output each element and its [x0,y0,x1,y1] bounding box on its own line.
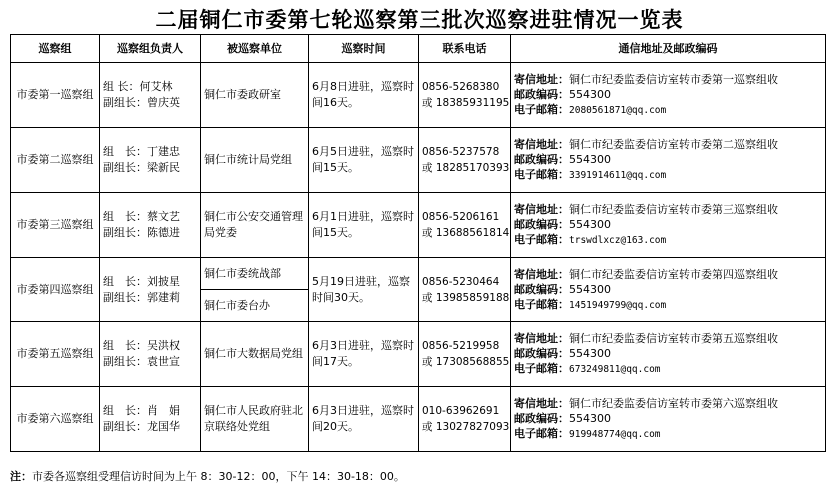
zip-value: 554300 [569,412,611,425]
leader-name: 组 长：何艾林 [103,80,173,93]
unit-cell: 铜仁市委统战部 [201,258,309,290]
email-label: 电子邮箱： [514,103,569,116]
table-row [11,258,826,290]
email-label: 电子邮箱： [514,297,569,311]
table-row [11,322,826,387]
address-cell [511,128,826,193]
time-cell: 5月19日进驻，巡察时间30天。 [309,258,419,322]
email-value: 919948774@qq.com [569,429,661,440]
header-time: 巡察时间 [309,35,419,63]
phone-cell [419,128,511,193]
deputy-name: 副组长：梁新民 [103,161,180,174]
email-value: 673249811@qq.com [569,364,661,375]
address-value: 铜仁市纪委监委信访室转市委第一巡察组收 [569,73,778,86]
deputy-name: 副组长：陈德进 [103,226,180,239]
table-row [11,193,826,258]
time-cell: 6月1日进驻，巡察时间15天。 [309,193,419,258]
leader-cell [100,128,201,193]
address-cell [511,193,826,258]
email-label: 电子邮箱： [514,233,569,246]
table-row [11,387,826,452]
phone-cell [419,193,511,258]
phone-secondary: 或 13985859188 [422,291,510,304]
unit-cell: 铜仁市统计局党组 [201,128,309,193]
phone-primary: 010-63962691 [422,405,500,417]
time-cell: 6月3日进驻，巡察时间17天。 [309,322,419,387]
unit-cell: 铜仁市大数据局党组 [201,322,309,387]
address-cell [511,63,826,128]
address-value: 铜仁市纪委监委信访室转市委第六巡察组收 [569,397,778,410]
header-address: 通信地址及邮政编码 [511,35,826,63]
email-label: 电子邮箱： [514,427,569,440]
address-label: 寄信地址： [514,397,569,410]
address-label: 寄信地址： [514,203,569,216]
address-value: 铜仁市纪委监委信访室转市委第四巡察组收 [569,267,778,281]
phone-secondary: 或 18385931195 [422,97,510,109]
deputy-name: 副组长：袁世宣 [103,355,180,368]
address-value: 铜仁市纪委监委信访室转市委第二巡察组收 [569,138,778,151]
group-cell: 市委第三巡察组 [11,193,100,258]
group-cell: 市委第一巡察组 [11,63,100,128]
email-value: trswdlxcz@163.com [569,235,667,246]
leader-name: 组 长：刘披星 [103,274,180,288]
inspection-table [10,34,826,452]
time-cell: 6月3日进驻，巡察时间20天。 [309,387,419,452]
leader-cell [100,322,201,387]
address-cell [511,322,826,387]
leader-cell [100,387,201,452]
phone-secondary: 或 17308568855 [422,356,510,368]
email-label: 电子邮箱： [514,168,569,181]
phone-cell [419,322,511,387]
table-row [11,63,826,128]
page-title: 二届铜仁市委第七轮巡察第三批次巡察进驻情况一览表 [155,7,684,32]
group-cell: 市委第二巡察组 [11,128,100,193]
phone-primary: 0856-5219958 [422,340,500,352]
unit-cell: 铜仁市公安交通管理局党委 [201,193,309,258]
group-cell: 市委第四巡察组 [11,258,100,322]
leader-name: 组 长：丁建忠 [103,145,180,158]
email-value: 3391914611@qq.com [569,170,667,181]
leader-name: 组 长：蔡文艺 [103,210,180,223]
address-cell [511,258,826,322]
address-label: 寄信地址： [514,267,569,281]
zip-label: 邮政编码： [514,282,569,296]
zip-value: 554300 [569,153,611,166]
phone-secondary: 或 13027827093 [422,421,510,433]
header-leader: 巡察组负责人 [100,35,201,63]
phone-cell [419,63,511,128]
phone-primary: 0856-5268380 [422,81,500,93]
address-value: 铜仁市纪委监委信访室转市委第三巡察组收 [569,203,778,216]
zip-label: 邮政编码： [514,218,569,231]
address-value: 铜仁市纪委监委信访室转市委第五巡察组收 [569,332,778,345]
email-label: 电子邮箱： [514,362,569,375]
phone-cell [419,387,511,452]
address-label: 寄信地址： [514,332,569,345]
footnote [10,468,405,484]
zip-label: 邮政编码： [514,88,569,101]
time-cell: 6月5日进驻，巡察时间15天。 [309,128,419,193]
phone-primary: 0856-5206161 [422,211,500,223]
zip-value: 554300 [569,282,611,296]
zip-value: 554300 [569,218,611,231]
deputy-name: 副组长：龙国华 [103,420,180,433]
leader-cell [100,258,201,322]
leader-name: 组 长：肖 娟 [103,404,180,417]
address-label: 寄信地址： [514,73,569,86]
phone-secondary: 或 13688561814 [422,227,510,239]
zip-value: 554300 [569,88,611,101]
leader-name: 组 长：吴洪权 [103,339,180,352]
footnote-text: 市委各巡察组受理信访时间为上午 8：30-12：00，下午 14：30-18：00。 [32,470,405,483]
group-cell: 市委第五巡察组 [11,322,100,387]
header-unit: 被巡察单位 [201,35,309,63]
leader-cell [100,193,201,258]
zip-label: 邮政编码： [514,412,569,425]
email-value: 2080561871@qq.com [569,105,667,116]
group-cell: 市委第六巡察组 [11,387,100,452]
leader-cell [100,63,201,128]
time-cell: 6月8日进驻，巡察时间16天。 [309,63,419,128]
header-group: 巡察组 [11,35,100,63]
email-value: 1451949799@qq.com [569,299,667,311]
address-cell [511,387,826,452]
phone-secondary: 或 18285170393 [422,162,510,174]
unit-cell: 铜仁市委政研室 [201,63,309,128]
footnote-label: 注： [10,470,32,483]
header-row [11,35,826,63]
phone-primary: 0856-5237578 [422,146,500,158]
header-phone: 联系电话 [419,35,511,63]
table-row [11,128,826,193]
address-label: 寄信地址： [514,138,569,151]
zip-label: 邮政编码： [514,153,569,166]
phone-primary: 0856-5230464 [422,275,500,288]
deputy-name: 副组长：曾庆英 [103,96,180,109]
zip-label: 邮政编码： [514,347,569,360]
phone-cell [419,258,511,322]
unit-cell: 铜仁市委台办 [201,290,309,322]
deputy-name: 副组长：郭建莉 [103,290,180,304]
zip-value: 554300 [569,347,611,360]
unit-cell: 铜仁市人民政府驻北京联络处党组 [201,387,309,452]
